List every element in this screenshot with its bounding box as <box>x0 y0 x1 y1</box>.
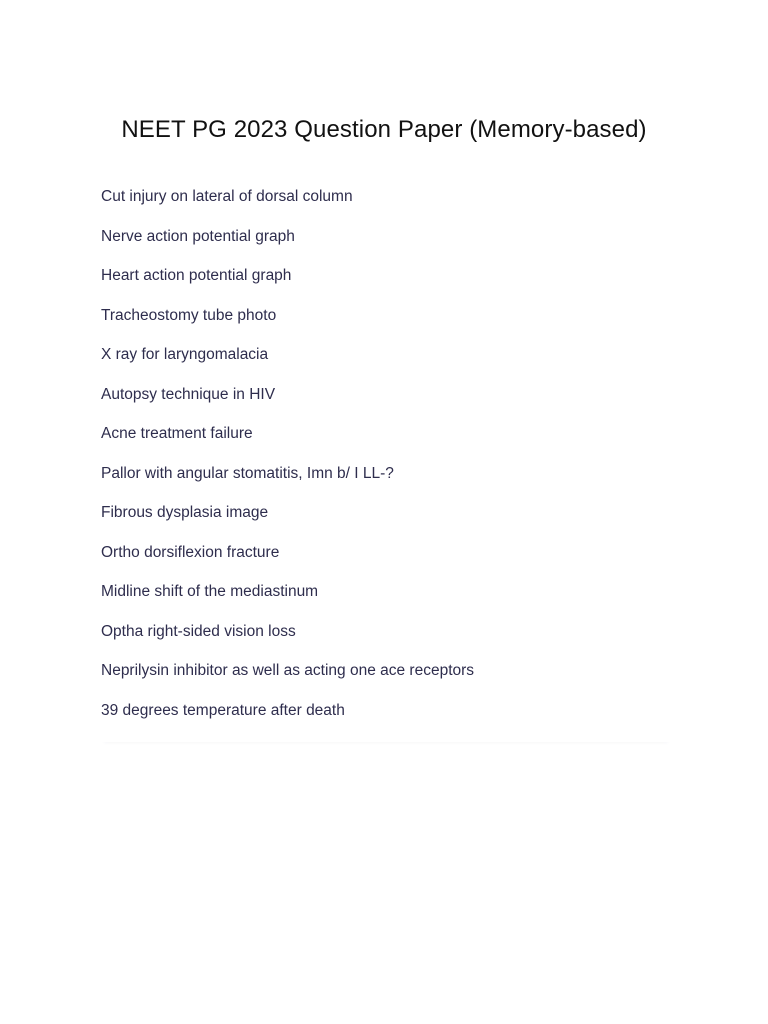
list-item: Neprilysin inhibitor as well as acting one ace receptors <box>101 662 475 679</box>
list-item: Heart action potential graph <box>101 267 292 284</box>
list-item: Autopsy technique in HIV <box>101 385 276 403</box>
list-item: Nerve action potential graph <box>101 227 295 245</box>
list-item: Midline shift of the mediastinum <box>101 583 319 600</box>
list-item: X ray for laryngomalacia <box>101 346 269 363</box>
list-item: Fibrous dysplasia image <box>101 504 269 521</box>
question-list <box>101 183 671 742</box>
list-item: Tracheostomy tube photo <box>101 306 277 324</box>
list-item: Pallor with angular stomatitis, Imn b/ I LL-? <box>101 464 394 482</box>
list-item: 39 degrees temperature after death <box>101 701 345 719</box>
list-item: Ortho dorsiflexion fracture <box>101 543 280 561</box>
list-item: Cut injury on lateral of dorsal column <box>101 188 353 205</box>
list-item: Optha right-sided vision loss <box>101 622 296 640</box>
list-item: Acne treatment failure <box>101 425 253 442</box>
page-title: NEET PG 2023 Question Paper (Memory-based) <box>121 116 647 143</box>
